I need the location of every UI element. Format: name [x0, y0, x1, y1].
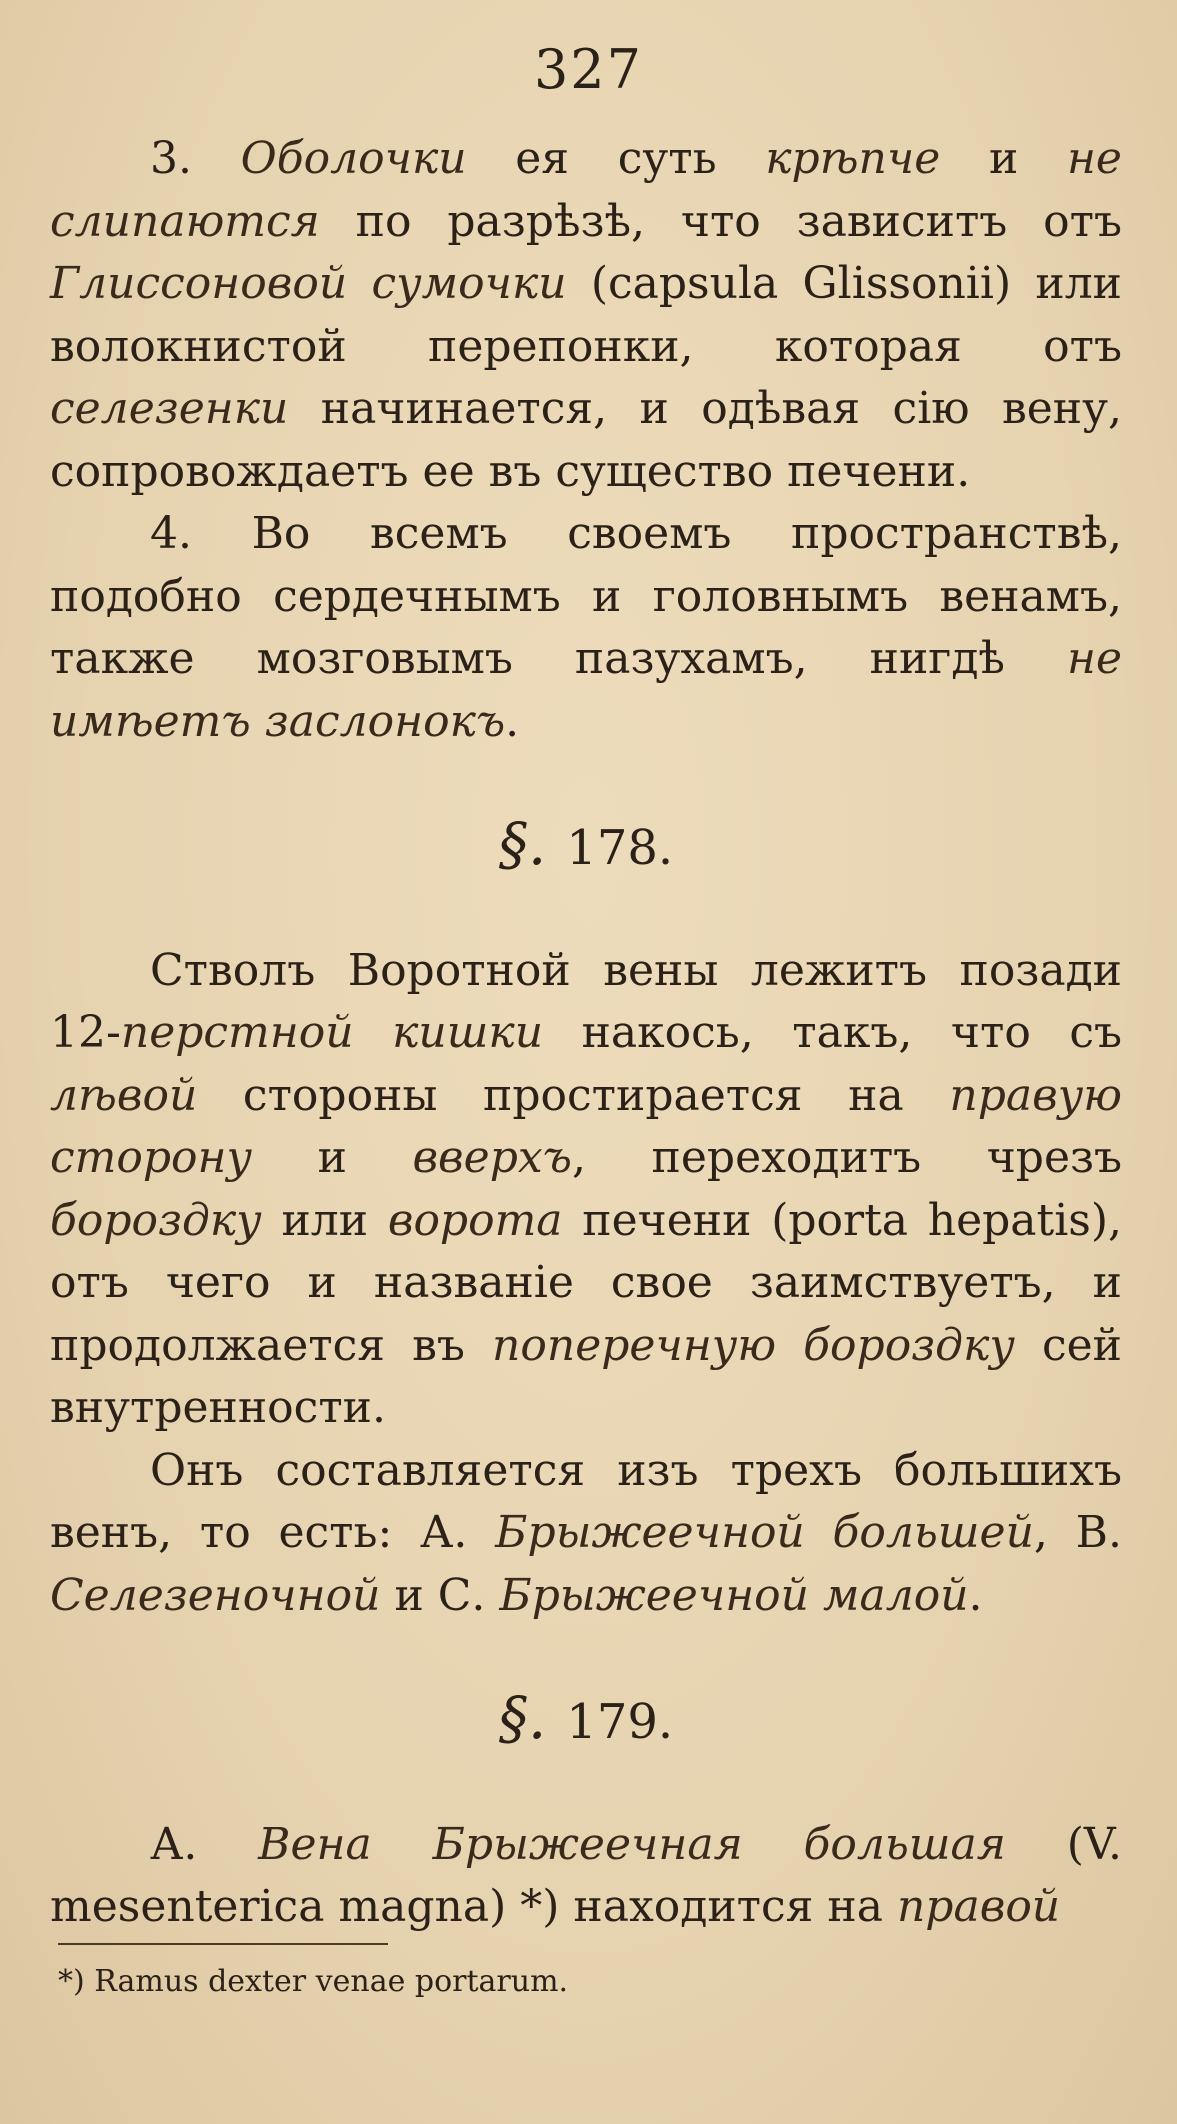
paragraph-179: А. Вена Брыжеечная большая (V. mesenterica magna) *) находится на правой — [50, 1818, 1122, 1932]
body-text — [50, 128, 1122, 1939]
emphasis: правую сторону — [50, 1069, 1122, 1183]
emphasis: лѣвой — [50, 1069, 198, 1121]
section-heading-179 — [50, 1684, 1122, 1754]
section-sign: §. — [498, 1684, 547, 1752]
emphasis: бороздку — [50, 1194, 262, 1246]
item-number: 3. — [150, 133, 192, 184]
footnote-divider — [58, 1943, 388, 1945]
section-number: 178. — [566, 820, 674, 876]
section-sign: §. — [498, 810, 547, 878]
emphasis: не слипаются — [50, 133, 1122, 247]
paragraph-178-a: Стволъ Воротной вены лежитъ позади 12-перстной кишки накось, такъ, что съ лѣвой стороны простирается на правую сторону и вверхъ, переходитъ чрезъ бороздку или ворота печени (porta hepatis), отъ чего и названіе свое заимствуетъ, и продолжается въ поперечную бороздку сей внутренности. — [50, 944, 1123, 1433]
item-number: 4. — [150, 508, 192, 559]
emphasis: ворота — [387, 1194, 563, 1246]
emphasis: Селезеночной — [50, 1569, 381, 1621]
paragraph-3: 3. Оболочки ея суть крѣпче и не слипаются по разрѣзѣ, что зависитъ отъ Глиссоновой сумочки (capsula Glissonii) или волокнистой перепонки, которая отъ селезенки начинается, и одѣвая сію вену, сопровождаетъ ее въ существо печени. — [50, 133, 1122, 497]
emphasis: не имѣетъ заслонокъ — [50, 633, 1122, 747]
page-number: 327 — [533, 38, 644, 101]
paragraph-4: 4. Во всемъ своемъ пространствѣ, подобно сердечнымъ и головнымъ венамъ, также мозговымъ пазухамъ, нигдѣ не имѣетъ заслонокъ. — [50, 508, 1122, 747]
emphasis: селезенки — [50, 383, 289, 434]
emphasis: поперечную бороздку — [492, 1319, 1015, 1371]
emphasis: Вена Брыжеечная большая — [258, 1818, 1006, 1870]
emphasis: Глиссоновой сумочки — [50, 258, 567, 309]
emphasis: Оболочки — [240, 133, 467, 184]
emphasis: правой — [896, 1881, 1061, 1932]
paragraph-178-b: Онъ составляется изъ трехъ большихъ венъ, то есть: А. Брыжеечной большей, В. Селезеночной и С. Брыжеечной малой. — [50, 1444, 1122, 1621]
emphasis: Брыжеечной малой — [499, 1569, 969, 1621]
section-heading-178 — [50, 810, 1122, 880]
emphasis: вверхъ — [412, 1132, 573, 1183]
footnote: *) Ramus dexter venae portarum. — [58, 1964, 569, 1999]
section-number: 179. — [566, 1694, 674, 1750]
emphasis: Брыжеечной большей — [495, 1507, 1034, 1558]
emphasis: крѣпче — [765, 133, 941, 184]
emphasis: перстной кишки — [120, 1007, 544, 1058]
